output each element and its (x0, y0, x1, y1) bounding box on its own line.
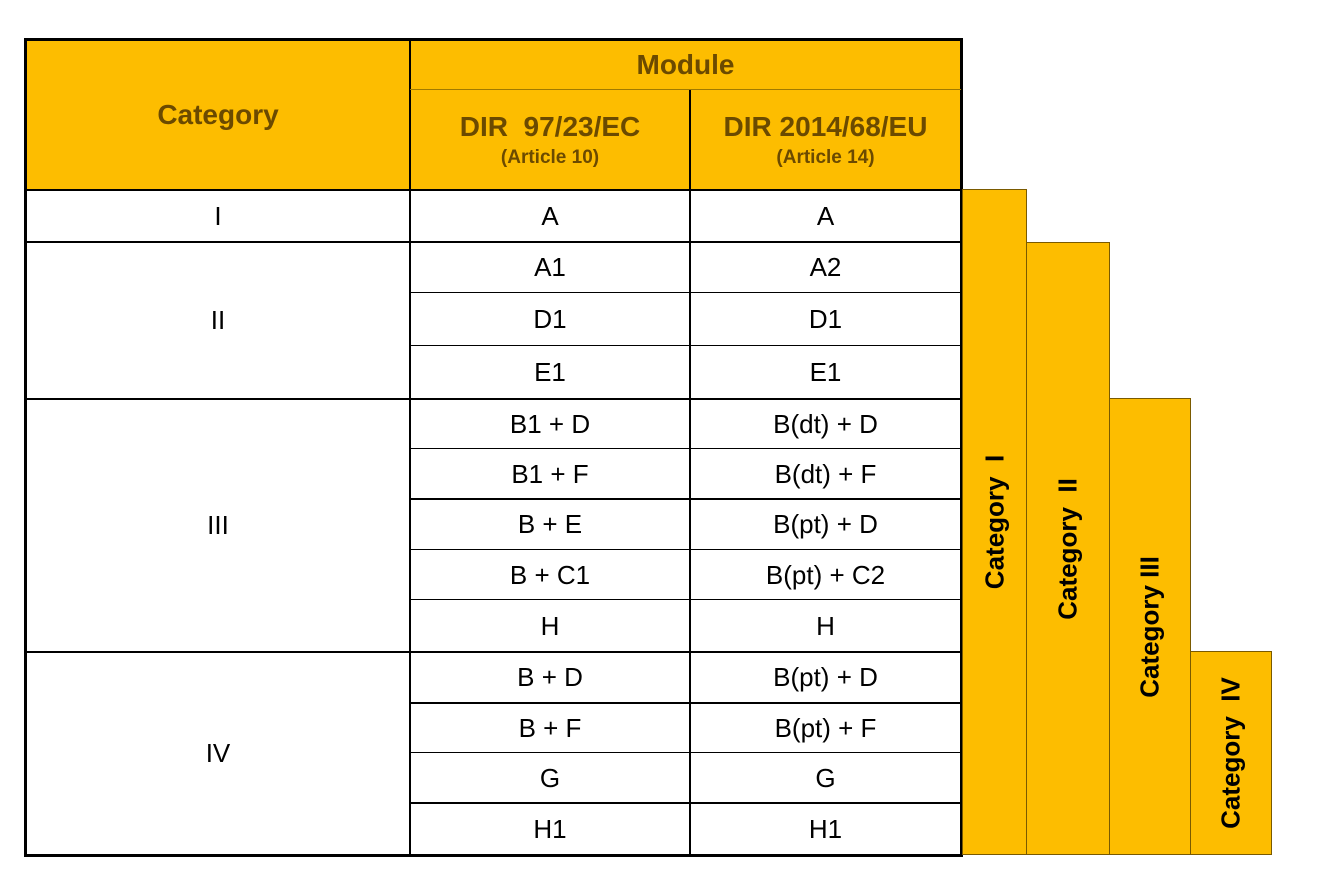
module-value: B(pt) + D (773, 662, 878, 692)
row-divider (410, 549, 961, 550)
module-value: H (816, 610, 835, 641)
header-category (26, 40, 410, 190)
category-bar-ii (1026, 242, 1110, 855)
table-row-old-module (410, 293, 690, 346)
category-bar-i-label: Category I (979, 454, 1009, 590)
header-dir-2014-68-eu (690, 90, 961, 190)
category-bar-iii (1109, 398, 1191, 855)
table-row-old-module (410, 652, 690, 703)
header-module (410, 40, 961, 90)
module-value: B(dt) + D (773, 408, 878, 439)
table-row-new-module (690, 399, 961, 449)
category-label-ii: II (210, 305, 226, 335)
row-divider (410, 702, 961, 704)
table-row-new-module (690, 600, 961, 652)
table-row-old-module (410, 346, 690, 399)
row-divider (410, 292, 961, 293)
module-value: B(pt) + D (773, 509, 878, 539)
module-value: B + C1 (509, 559, 591, 590)
table-row-new-module (690, 753, 961, 803)
module-value: A1 (534, 252, 566, 282)
module-value: B(pt) + C2 (765, 559, 886, 590)
group-divider (26, 241, 961, 243)
table-row-new-module (690, 293, 961, 346)
row-divider (410, 448, 961, 449)
header-dir-97-23-ec-title: DIR 97/23/EC (459, 111, 641, 142)
category-bar-iv-label: Category IV (1215, 677, 1246, 829)
module-value: G (539, 762, 561, 793)
table-row-old-module (410, 753, 690, 803)
module-value: D1 (533, 304, 567, 334)
module-value: H (540, 610, 560, 641)
row-divider (410, 599, 961, 600)
table-row-new-module (690, 242, 961, 293)
category-cell-ii (26, 242, 410, 399)
table-row-new-module (690, 550, 961, 600)
table-row-old-module (410, 399, 690, 449)
module-value: B + D (517, 662, 583, 692)
category-label-i: I (214, 200, 222, 231)
module-value: A2 (809, 252, 842, 282)
category-cell-iii (26, 399, 410, 652)
table-row-new-module (690, 803, 961, 855)
table-row-new-module (690, 703, 961, 753)
table-row-old-module (410, 703, 690, 753)
row-divider (410, 345, 961, 346)
table-row-new-module (690, 652, 961, 703)
module-value: G (815, 762, 836, 793)
category-bar-i (962, 189, 1027, 855)
module-value: A (816, 200, 835, 231)
module-value: B(pt) + F (774, 712, 877, 743)
module-value: E1 (809, 357, 842, 387)
table-row-new-module (690, 346, 961, 399)
table-row-old-module (410, 190, 690, 242)
table-border-top (24, 38, 963, 41)
module-value: H1 (808, 813, 843, 844)
category-label-iv: IV (205, 738, 231, 768)
category-bar-ii-label: Category II (1052, 477, 1083, 620)
category-bar-iii-label: Category III (1134, 555, 1165, 698)
header-bottom-line (26, 189, 961, 191)
module-value: B1 + D (509, 408, 591, 439)
table-row-old-module (410, 449, 690, 499)
table-border-left (24, 38, 27, 857)
header-dir-97-23-ec-article: (Article 10) (500, 147, 600, 168)
table-row-old-module (410, 550, 690, 600)
module-value: E1 (534, 357, 566, 387)
category-cell-iv (26, 652, 410, 855)
module-value: B1 + F (511, 458, 589, 489)
header-module-divider (410, 89, 961, 90)
category-cell-i (26, 190, 410, 242)
category-bar-iv (1190, 651, 1272, 855)
table-row-old-module (410, 803, 690, 855)
table-row-new-module (690, 190, 961, 242)
module-value: A (541, 200, 559, 231)
module-value: B + E (517, 509, 583, 539)
header-module-label: Module (636, 49, 735, 80)
group-divider (26, 651, 961, 653)
table-row-new-module (690, 499, 961, 550)
row-divider (410, 802, 961, 804)
module-value: H1 (533, 813, 567, 844)
header-dir-2014-68-eu-title: DIR 2014/68/EU (723, 111, 928, 142)
row-divider (410, 752, 961, 753)
module-value: B + F (518, 712, 582, 743)
module-value: D1 (808, 304, 843, 334)
group-divider (26, 398, 961, 400)
header-category-label: Category (157, 99, 279, 130)
table-border-bottom (24, 854, 963, 857)
category-label-iii: III (207, 510, 229, 540)
column-divider-modules (689, 90, 691, 855)
table-row-new-module (690, 449, 961, 499)
table-row-old-module (410, 499, 690, 550)
table-row-old-module (410, 242, 690, 293)
module-value: B(dt) + F (774, 458, 877, 489)
table-row-old-module (410, 600, 690, 652)
header-dir-2014-68-eu-article: (Article 14) (776, 147, 875, 168)
header-dir-97-23-ec (410, 90, 690, 190)
row-divider (410, 498, 961, 500)
